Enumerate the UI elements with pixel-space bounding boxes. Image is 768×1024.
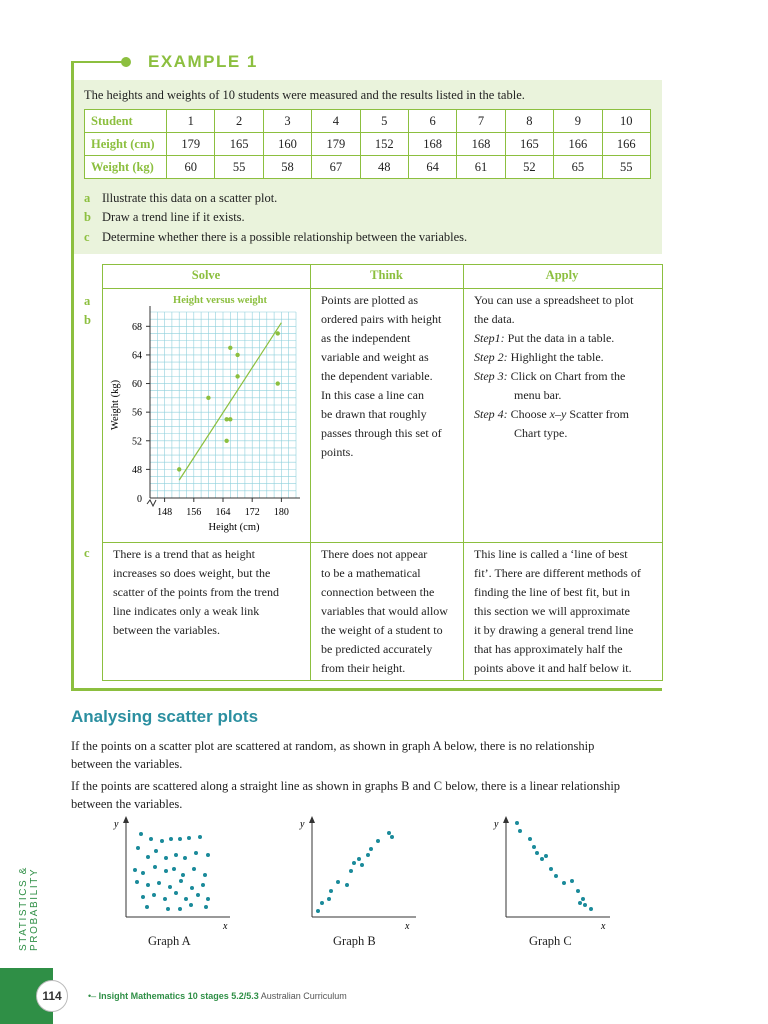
scatter-dot [390, 835, 394, 839]
scatter-dot [204, 905, 208, 909]
graph-c-caption: Graph C [529, 934, 572, 948]
table-cell: 1 [167, 110, 215, 133]
scatter-dot [352, 861, 356, 865]
paragraph-2 [71, 777, 661, 813]
scatter-dot [316, 909, 320, 913]
text-line: There does not appear [321, 547, 428, 561]
step-label: Step1: [474, 331, 505, 345]
graph-b-caption: Graph B [333, 934, 376, 948]
data-point [224, 439, 228, 443]
text-line: variables that would allow [321, 604, 448, 618]
text-line: be predicted accurately [321, 642, 433, 656]
side-label-b: b [84, 313, 91, 327]
scatter-dot [152, 893, 156, 897]
scatter-dot [518, 829, 522, 833]
scatter-dot [329, 889, 333, 893]
page-number: 114 [36, 980, 68, 1012]
text-line: You can use a spreadsheet to plot [474, 293, 634, 307]
graph-b [296, 815, 421, 935]
graph-c-points [515, 821, 593, 911]
scatter-dot [194, 851, 198, 855]
scatter-dot [540, 857, 544, 861]
graph-a [110, 815, 235, 935]
solve-header: Solve [191, 268, 221, 282]
question-letter: a [84, 191, 91, 205]
data-point [177, 467, 181, 471]
scatter-dot [174, 891, 178, 895]
scatter-dot [141, 871, 145, 875]
scatter-dot [376, 839, 380, 843]
step-text: Highlight the table. [507, 350, 604, 364]
graph-a-points [133, 832, 210, 911]
scatter-dot [576, 889, 580, 893]
chart-ticks [132, 322, 289, 518]
table-cell: 165 [215, 133, 263, 156]
book-title: Insight Mathematics 10 stages 5.2/5.3 [98, 991, 259, 1001]
table-cell: 9 [554, 110, 602, 133]
footer-dots [0, 996, 36, 997]
table-cell: 168 [457, 133, 505, 156]
table-cell: 58 [263, 156, 311, 179]
chart-points [177, 331, 280, 471]
scatter-dot [172, 867, 176, 871]
scatter-dot [357, 857, 361, 861]
scatter-dot [189, 903, 193, 907]
chart-axes [147, 306, 300, 506]
scatter-dot [157, 881, 161, 885]
think-header: Think [370, 268, 403, 282]
x-tick-label: 172 [244, 507, 260, 518]
text-line: If the points on a scatter plot are scattered at random, as shown in graph A below, there is no relationship [71, 739, 595, 753]
paragraph-1 [71, 737, 661, 773]
scatter-dot [206, 853, 210, 857]
scatter-dot [196, 893, 200, 897]
apply-ab [474, 291, 633, 443]
text-line: increases so does weight, but the [113, 566, 271, 580]
axis-x-label: x [405, 921, 410, 932]
scatter-chart [104, 290, 308, 538]
table-row [85, 110, 651, 133]
scatter-dot [192, 867, 196, 871]
scatter-dot [554, 874, 558, 878]
y-tick-label: 64 [132, 350, 142, 362]
question-letter: b [84, 210, 91, 224]
step-italic: x–y [549, 407, 567, 421]
scatter-dot [327, 897, 331, 901]
table-cell: 10 [602, 110, 650, 133]
table-cell: 48 [360, 156, 408, 179]
x-tick-label: 148 [157, 507, 173, 518]
table-cell: 166 [554, 133, 602, 156]
table-cell: 165 [505, 133, 553, 156]
scatter-dot [183, 856, 187, 860]
data-point [206, 396, 210, 400]
data-point [235, 374, 239, 378]
example-rule [71, 61, 126, 63]
graph-c [490, 815, 615, 935]
text-line: points above it and half below it. [474, 661, 632, 675]
question-a [84, 191, 277, 206]
table-cell: 55 [602, 156, 650, 179]
table-cell: 168 [408, 133, 456, 156]
axis-break [147, 500, 156, 506]
scatter-dot [145, 905, 149, 909]
text-line: scatter of the points from the trend [113, 585, 279, 599]
table-cell: 65 [554, 156, 602, 179]
step-text: Choose [507, 407, 550, 421]
scatter-dot [169, 837, 173, 841]
scatter-dot [154, 849, 158, 853]
row-header: Height (cm) [85, 133, 167, 156]
scatter-dot [562, 881, 566, 885]
table-cell: 67 [312, 156, 360, 179]
x-tick-label: 156 [186, 507, 202, 518]
data-point [235, 353, 239, 357]
think-ab [321, 291, 442, 462]
scatter-dot [133, 868, 137, 872]
scatter-dot [187, 836, 191, 840]
y-tick-label: 48 [132, 464, 142, 476]
text-line: between the variables. [71, 757, 183, 771]
text-line: variable and weight as [321, 350, 429, 364]
text-line: this section we will approximate [474, 604, 630, 618]
scatter-dot [181, 873, 185, 877]
scatter-dot [570, 879, 574, 883]
example-dot [121, 57, 131, 67]
text-line: that has approximately half the [474, 642, 623, 656]
text-line: line indicates only a weak link [113, 604, 260, 618]
text-line: the data. [474, 312, 515, 326]
text-line: points. [321, 445, 354, 459]
table-cell: 55 [215, 156, 263, 179]
scatter-dot [532, 845, 536, 849]
scatter-dot [578, 901, 582, 905]
table-cell: 8 [505, 110, 553, 133]
scatter-dot [528, 837, 532, 841]
table-cell: 64 [408, 156, 456, 179]
column-divider [463, 264, 464, 680]
y-tick-label: 68 [132, 321, 142, 333]
step-label: Step 3: [474, 369, 508, 383]
graph-b-points [316, 831, 394, 913]
text-line: be drawn that roughly [321, 407, 427, 421]
text-line: between the variables. [71, 797, 183, 811]
column-divider [310, 264, 311, 680]
step-text: Scatter from [566, 407, 629, 421]
scatter-dot [387, 831, 391, 835]
chart-grid [150, 312, 296, 498]
data-point [276, 331, 280, 335]
scatter-dot [178, 907, 182, 911]
chart-title: Height versus weight [173, 295, 267, 306]
axis-x-label: x [223, 921, 228, 932]
scatter-dot [141, 895, 145, 899]
scatter-dot [544, 854, 548, 858]
table-cell: 179 [167, 133, 215, 156]
graph-a-caption: Graph A [148, 934, 191, 948]
table-cell: 52 [505, 156, 553, 179]
scatter-dot [146, 883, 150, 887]
step-text: Click on Chart from the [507, 369, 626, 383]
row-header: Student [85, 110, 167, 133]
scatter-dot [345, 883, 349, 887]
question-text: Determine whether there is a possible relationship between the variables. [102, 230, 468, 244]
scatter-dot [206, 897, 210, 901]
row-divider [102, 542, 662, 543]
scatter-dot [163, 897, 167, 901]
scatter-dot [178, 837, 182, 841]
text-line: the dependent variable. [321, 369, 433, 383]
table-cell: 152 [360, 133, 408, 156]
text-line: from their height. [321, 661, 406, 675]
side-strand-label: STATISTICS & PROBABILITY [18, 866, 40, 951]
text-line: Points are plotted as [321, 293, 418, 307]
step-2 [474, 348, 633, 367]
scatter-dot [136, 846, 140, 850]
x-tick-label: 180 [273, 507, 289, 518]
scatter-dot [589, 907, 593, 911]
scatter-dot [198, 835, 202, 839]
scatter-dot [369, 847, 373, 851]
table-cell: 2 [215, 110, 263, 133]
table-cell: 160 [263, 133, 311, 156]
text-line: finding the line of best fit, but in [474, 585, 630, 599]
scatter-dot [139, 832, 143, 836]
scatter-dot [515, 821, 519, 825]
scatter-dot [184, 897, 188, 901]
example-title: EXAMPLE 1 [148, 52, 258, 71]
table-cell: 166 [602, 133, 650, 156]
text-line: ordered pairs with height [321, 312, 442, 326]
axis-x-label: x [601, 921, 606, 932]
scatter-dot [153, 865, 157, 869]
scatter-dot [535, 851, 539, 855]
example-bottom-rule [71, 688, 662, 691]
header-divider [102, 288, 662, 289]
scatter-dot [149, 837, 153, 841]
text-line: This line is called a ‘line of best [474, 547, 628, 561]
scatter-dot [583, 903, 587, 907]
scatter-dot [168, 885, 172, 889]
think-c [321, 545, 448, 678]
scatter-dot [166, 907, 170, 911]
scatter-dot [135, 880, 139, 884]
scatter-dot [146, 855, 150, 859]
table-cell: 61 [457, 156, 505, 179]
y-tick-label: 60 [132, 379, 142, 391]
scatter-dot [336, 880, 340, 884]
question-c [84, 230, 467, 245]
text-line: If the points are scattered along a straight line as shown in graphs B and C below, there is a linear relationship [71, 779, 621, 793]
table-row [85, 156, 651, 179]
scatter-dot [201, 883, 205, 887]
text-line: between the variables. [113, 623, 220, 637]
text-line: passes through this set of [321, 426, 442, 440]
scatter-dot [190, 886, 194, 890]
text-line: There is a trend that as height [113, 547, 255, 561]
scatter-dot [164, 869, 168, 873]
footer-text: •– Insight Mathematics 10 stages 5.2/5.3 Australian Curriculum [88, 991, 347, 1001]
step-label: Step 4: [474, 407, 508, 421]
data-point [228, 417, 232, 421]
data-point [276, 381, 280, 385]
step-text: Put the data in a table. [504, 331, 615, 345]
step-4-cont: Chart type. [514, 426, 568, 440]
table-row [85, 133, 651, 156]
axis-y-label: y [114, 819, 119, 830]
row-header: Weight (kg) [85, 156, 167, 179]
table-cell: 179 [312, 133, 360, 156]
text-line: In this case a line can [321, 388, 424, 402]
data-point [228, 346, 232, 350]
text-line: it by drawing a general trend line [474, 623, 634, 637]
y-origin-label: 0 [137, 494, 142, 505]
table-cell: 5 [360, 110, 408, 133]
scatter-dot [360, 863, 364, 867]
question-b [84, 210, 245, 225]
section-title: Analysing scatter plots [71, 707, 259, 726]
scatter-dot [366, 853, 370, 857]
side-label-a: a [84, 294, 91, 308]
x-tick-label: 164 [215, 507, 231, 518]
table-cell: 7 [457, 110, 505, 133]
table-cell: 4 [312, 110, 360, 133]
apply-c [474, 545, 641, 678]
axis-y-label: y [300, 819, 305, 830]
step-4 [474, 405, 633, 424]
text-line: to be a mathematical [321, 566, 421, 580]
text-line: the weight of a student to [321, 623, 443, 637]
scatter-dot [349, 869, 353, 873]
step-label: Step 2: [474, 350, 508, 364]
step-1 [474, 329, 633, 348]
question-letter: c [84, 230, 90, 244]
step-3-cont: menu bar. [514, 388, 562, 402]
text-line: as the independent [321, 331, 411, 345]
x-axis-label: Height (cm) [208, 522, 260, 533]
example-intro: The heights and weights of 10 students were measured and the results listed in the table. [84, 88, 525, 102]
side-label-c: c [84, 546, 90, 560]
text-line: fit’. There are different methods of [474, 566, 641, 580]
scatter-dot [203, 873, 207, 877]
table-cell: 60 [167, 156, 215, 179]
axis-y-label: y [494, 819, 499, 830]
step-3 [474, 367, 633, 386]
scatter-dot [179, 879, 183, 883]
y-tick-label: 56 [132, 407, 142, 419]
question-text: Illustrate this data on a scatter plot. [102, 191, 278, 205]
scatter-dot [320, 901, 324, 905]
scatter-dot [174, 853, 178, 857]
curriculum: Australian Curriculum [260, 991, 347, 1001]
apply-header: Apply [545, 268, 579, 282]
scatter-dot [549, 867, 553, 871]
table-cell: 6 [408, 110, 456, 133]
question-text: Draw a trend line if it exists. [102, 210, 245, 224]
scatter-dot [164, 856, 168, 860]
solve-c [113, 545, 279, 640]
scatter-dot [160, 839, 164, 843]
y-axis-label: Weight (kg) [110, 379, 121, 431]
scatter-dot [581, 897, 585, 901]
text-line: connection between the [321, 585, 435, 599]
y-tick-label: 52 [132, 436, 142, 448]
data-table [84, 109, 651, 179]
table-cell: 3 [263, 110, 311, 133]
